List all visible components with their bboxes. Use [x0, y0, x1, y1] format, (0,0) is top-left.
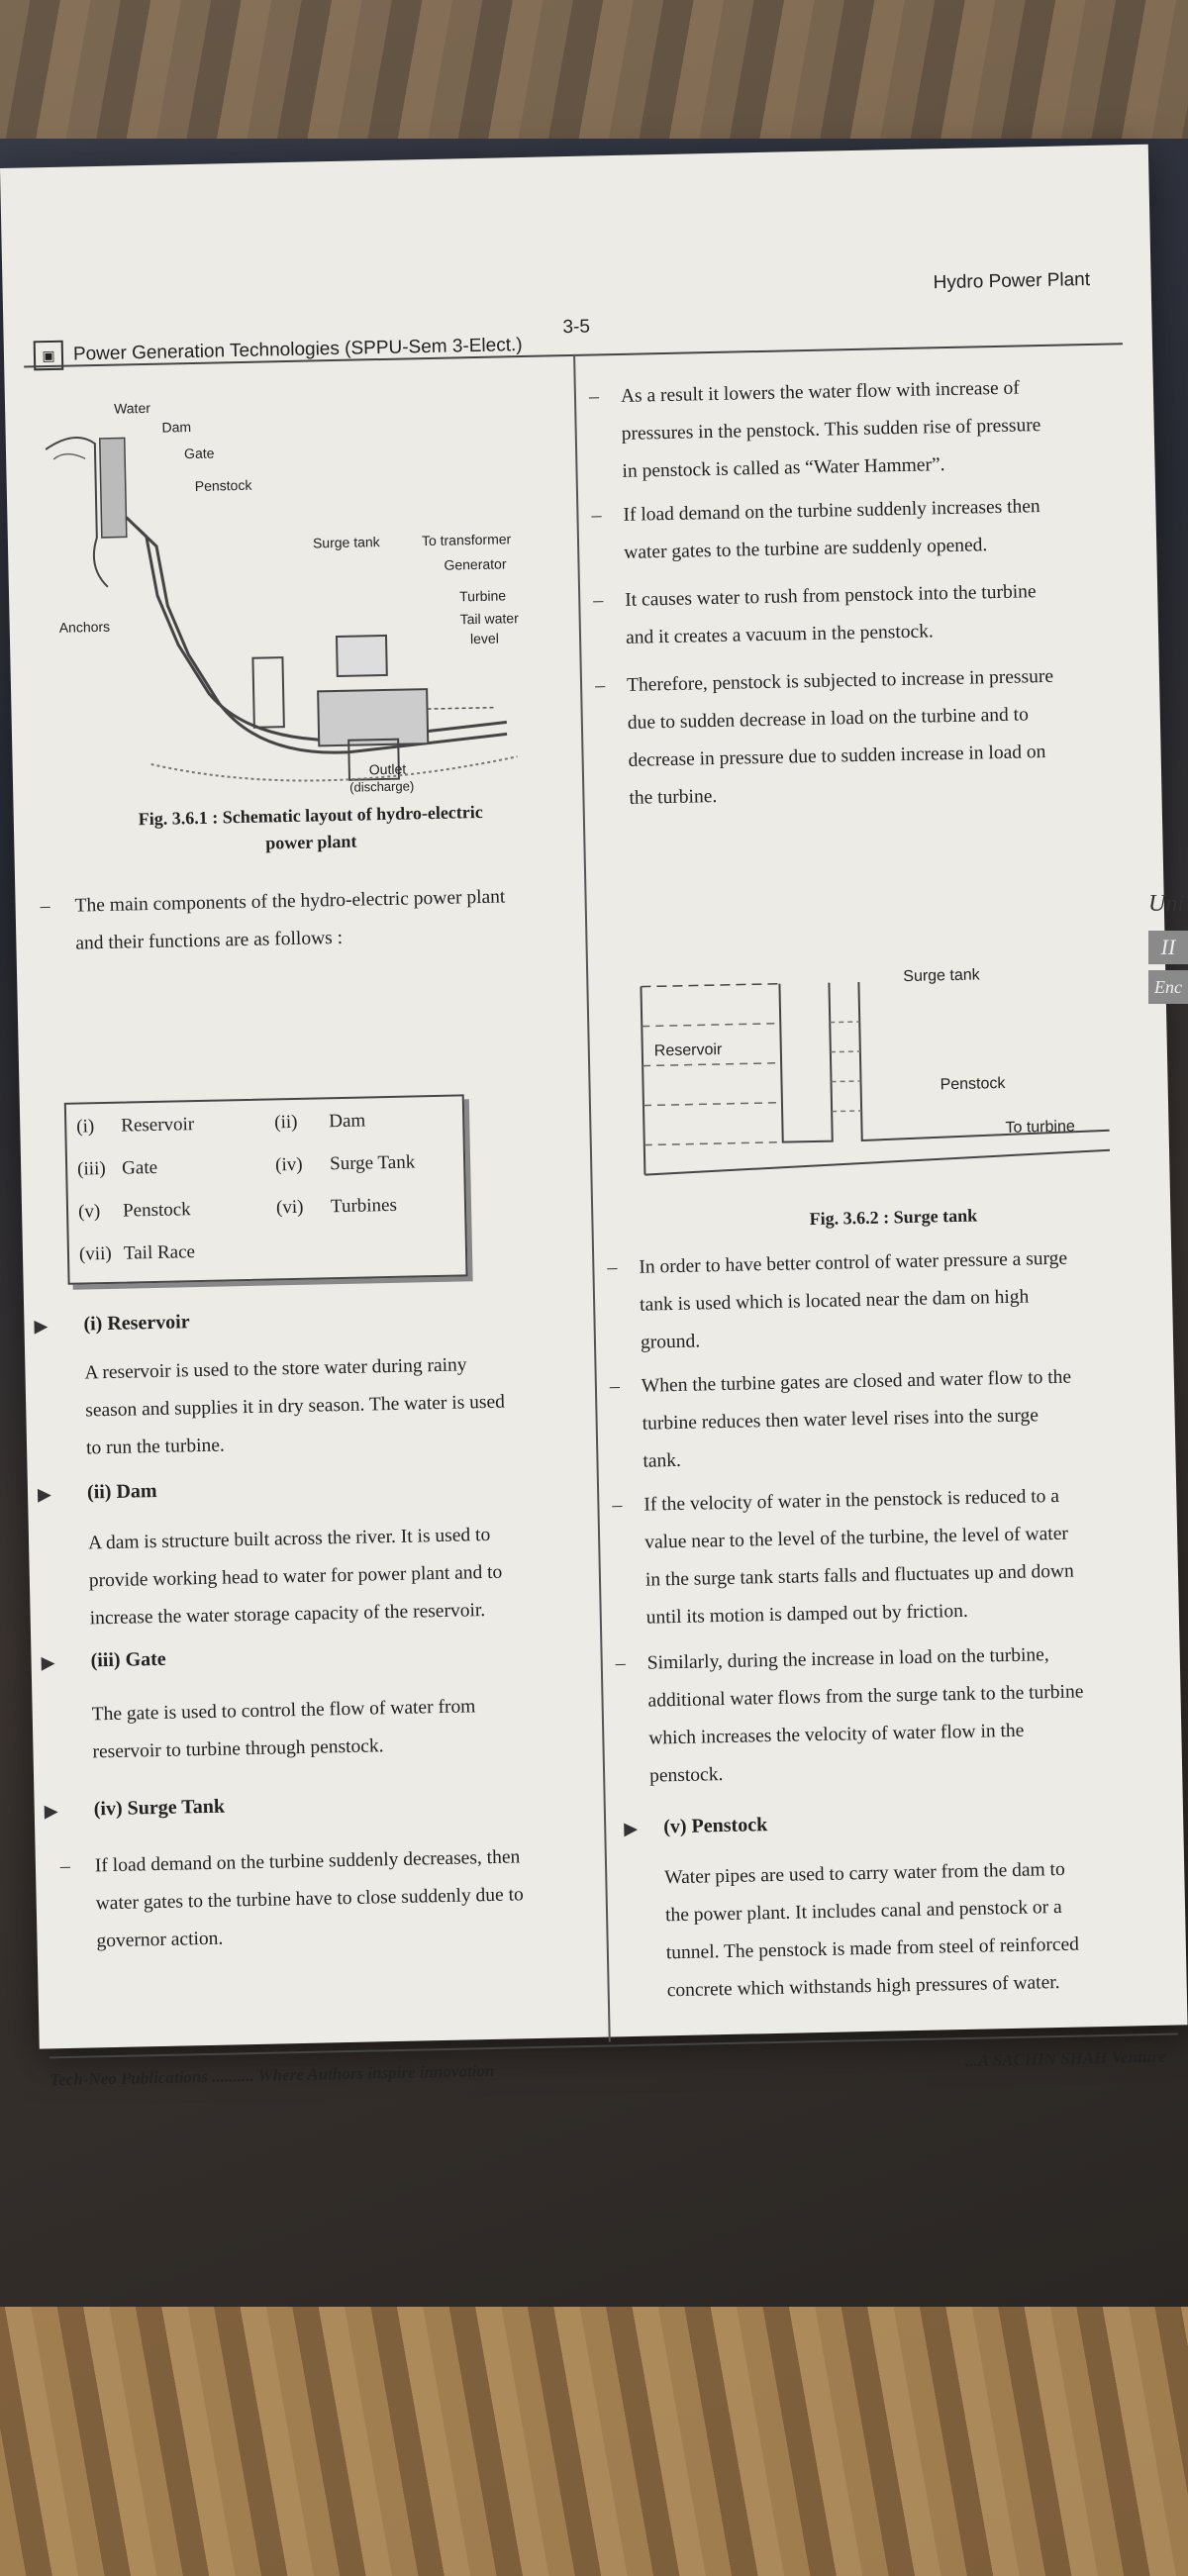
text-line: tank is used which is located near the dam on high	[639, 1286, 1030, 1316]
component-num: (iii)	[76, 1157, 106, 1180]
surge-tank-shape	[252, 657, 283, 728]
intro-paragraph	[74, 877, 570, 962]
label-generator: Generator	[444, 555, 507, 573]
text-line: As a result it lowers the water flow with increase of	[620, 377, 1020, 407]
side-tab-badge: II	[1148, 931, 1188, 964]
component-name: Tail Race	[123, 1241, 196, 1264]
figure1-caption-line1: Fig. 3.6.1 : Schematic layout of hydro-electric	[138, 801, 483, 830]
label-gate: Gate	[183, 445, 215, 462]
publisher-logo-icon: ▣	[34, 341, 64, 371]
label-dam: Dam	[161, 419, 192, 436]
footer-venture: ...A SACHIN SHAH Venture	[965, 2046, 1166, 2070]
side-tab-badge: Enc	[1148, 970, 1188, 1004]
component-name: Dam	[329, 1110, 366, 1133]
bullet-dash: –	[588, 385, 600, 408]
background-fabric-bottom	[0, 2307, 1188, 2576]
label-to-transformer: To transformer	[421, 531, 512, 549]
right-bullet-5	[639, 1238, 1155, 1362]
text-line: water gates to the turbine have to close suddenly due to	[95, 1884, 524, 1915]
text-line: governor action.	[96, 1928, 224, 1952]
component-name: Gate	[121, 1156, 158, 1179]
bullet-dash: –	[40, 895, 50, 918]
page-number: 3-5	[562, 316, 591, 339]
bullet-dash: –	[594, 674, 606, 697]
bullet-dash: –	[607, 1256, 618, 1279]
chapter-title: Hydro Power Plant	[933, 268, 1091, 294]
reservoir-paragraph	[84, 1344, 581, 1467]
text-line: the turbine.	[629, 785, 718, 809]
bullet-dash: –	[593, 589, 604, 612]
text-line: and it creates a vacuum in the penstock.	[625, 621, 935, 648]
text-line: decrease in pressure due to sudden increase in load on	[628, 742, 1046, 771]
right-bullet-8	[646, 1635, 1164, 1796]
background-fabric-top	[0, 0, 1188, 139]
text-line: ground.	[640, 1331, 701, 1353]
component-name: Penstock	[122, 1199, 191, 1222]
text-line: If load demand on the turbine suddenly decreases, then	[94, 1846, 521, 1877]
text-line: A dam is structure built across the river. It is used to	[87, 1524, 491, 1554]
book-page	[0, 145, 1188, 2090]
components-table	[64, 1094, 468, 1284]
intro-line1: The main components of the hydro-electric power plant	[74, 886, 506, 917]
side-tab-text: Uni	[1148, 891, 1184, 917]
label-turbine: Turbine	[458, 587, 507, 605]
text-line: The gate is used to control the flow of water from	[91, 1696, 476, 1726]
generator-shape	[337, 636, 387, 676]
label-tail-water: Tail water	[459, 610, 519, 628]
text-line: Therefore, penstock is subjected to increase in pressure	[626, 665, 1054, 696]
text-line: Water pipes are used to carry water from the dam to	[664, 1858, 1065, 1889]
surge-tank-diagram	[631, 956, 1150, 1195]
text-line: turbine reduces then water level rises into the surge	[642, 1405, 1040, 1435]
text-line: increase the water storage capacity of the reservoir.	[89, 1600, 486, 1630]
section-arrow-icon: ▶	[41, 1652, 55, 1673]
column-divider	[573, 354, 611, 2042]
label-reservoir: Reservoir	[653, 1040, 723, 1060]
heading-dam: (ii) Dam	[86, 1479, 157, 1504]
text-line: reservoir to turbine through penstock.	[92, 1735, 384, 1763]
label-level: level	[469, 630, 500, 647]
text-line: until its motion is damped out by friction.	[645, 1600, 968, 1629]
component-name: Reservoir	[121, 1114, 195, 1137]
right-bullet-3	[625, 571, 1140, 657]
text-line: to run the turbine.	[85, 1435, 226, 1459]
heading-reservoir: (i) Reservoir	[83, 1311, 190, 1336]
label-anchors: Anchors	[58, 618, 111, 636]
label-penstock: Penstock	[194, 476, 252, 494]
penstock-paragraph	[664, 1849, 1172, 2011]
gate-paragraph	[91, 1686, 587, 1771]
heading-surge-tank: (iv) Surge Tank	[93, 1795, 226, 1821]
text-line: water gates to the turbine are suddenly opened.	[624, 535, 988, 563]
dam-shape	[100, 438, 127, 538]
text-line: additional water flows from the surge tank to the turbine	[647, 1681, 1084, 1712]
text-line: Similarly, during the increase in load on the turbine,	[646, 1644, 1049, 1674]
bullet-dash: –	[591, 504, 602, 527]
label-water: Water	[113, 399, 151, 417]
text-line: due to sudden decrease in load on the turbine and to	[627, 704, 1030, 734]
text-line: which increases the velocity of water flow in the	[648, 1720, 1025, 1749]
text-line: tunnel. The penstock is made from steel of reinforced	[665, 1933, 1080, 1964]
section-arrow-icon: ▶	[37, 1484, 52, 1505]
right-bullet-7	[644, 1476, 1161, 1637]
heading-gate: (iii) Gate	[90, 1647, 166, 1672]
right-bullet-2	[623, 486, 1138, 572]
book-title: Power Generation Technologies (SPPU-Sem 3-Elect.)	[72, 334, 523, 365]
component-num: (ii)	[274, 1111, 298, 1134]
text-line: If the velocity of water in the penstock is reduced to a	[644, 1485, 1060, 1516]
text-line: the power plant. It includes canal and penstock or a	[664, 1896, 1062, 1927]
section-arrow-icon: ▶	[624, 1818, 639, 1839]
text-line: season and supplies it in dry season. The water is used	[85, 1391, 506, 1422]
section-arrow-icon: ▶	[34, 1316, 49, 1337]
text-line: in penstock is called as “Water Hammer”.	[622, 454, 945, 482]
component-name: Turbines	[330, 1194, 398, 1218]
right-bullet-6	[642, 1357, 1158, 1481]
heading-penstock: (v) Penstock	[663, 1814, 768, 1838]
text-line: provide working head to water for power plant and to	[88, 1561, 503, 1592]
text-line: penstock.	[648, 1764, 724, 1787]
figure1-caption-line2: power plant	[265, 831, 357, 853]
text-line: in the surge tank starts falls and fluctuates up and down	[644, 1560, 1075, 1591]
right-bullet-1	[621, 367, 1138, 491]
text-line: concrete which withstands high pressures of water.	[666, 1971, 1060, 2002]
text-line: It causes water to rush from penstock into the turbine	[625, 581, 1037, 611]
component-num: (v)	[77, 1201, 101, 1223]
component-num: (iv)	[274, 1153, 303, 1176]
component-num: (i)	[76, 1116, 95, 1138]
bullet-dash: –	[612, 1494, 623, 1517]
label-penstock: Penstock	[940, 1074, 1006, 1094]
label-discharge: (discharge)	[349, 778, 415, 795]
figure2-caption: Fig. 3.6.2 : Surge tank	[809, 1205, 978, 1230]
text-line: When the turbine gates are closed and water flow to the	[641, 1366, 1072, 1397]
text-line: A reservoir is used to the store water during rainy	[84, 1354, 467, 1384]
text-line: tank.	[643, 1449, 682, 1472]
right-bullet-4	[627, 656, 1144, 818]
text-line: value near to the level of the turbine, the level of water	[644, 1523, 1069, 1553]
label-surge-tank: Surge tank	[903, 966, 980, 986]
text-line: If load demand on the turbine suddenly increases then	[623, 496, 1040, 526]
component-name: Surge Tank	[329, 1151, 416, 1175]
surge-paragraph	[95, 1837, 592, 1960]
footer-publisher: Tech-Neo Publications .......... Where Authors inspire innovation	[50, 2060, 495, 2090]
section-arrow-icon: ▶	[44, 1801, 58, 1822]
bullet-dash: –	[615, 1652, 626, 1675]
dam-paragraph	[88, 1515, 585, 1637]
figure1-caption	[73, 801, 549, 858]
intro-line2: and their functions are as follows :	[75, 927, 344, 954]
label-outlet: Outlet	[368, 760, 407, 778]
bullet-dash: –	[59, 1854, 71, 1878]
hydro-plant-schematic	[45, 379, 568, 806]
bullet-dash: –	[609, 1375, 621, 1398]
text-line: In order to have better control of water pressure a surge	[639, 1247, 1068, 1278]
component-num: (vi)	[275, 1196, 304, 1219]
component-num: (vii)	[78, 1242, 112, 1265]
turbine-house-shape	[318, 689, 428, 745]
label-to-turbine: To turbine	[1005, 1118, 1075, 1137]
text-line: pressures in the penstock. This sudden rise of pressure	[621, 415, 1041, 445]
label-surge-tank: Surge tank	[312, 534, 380, 551]
